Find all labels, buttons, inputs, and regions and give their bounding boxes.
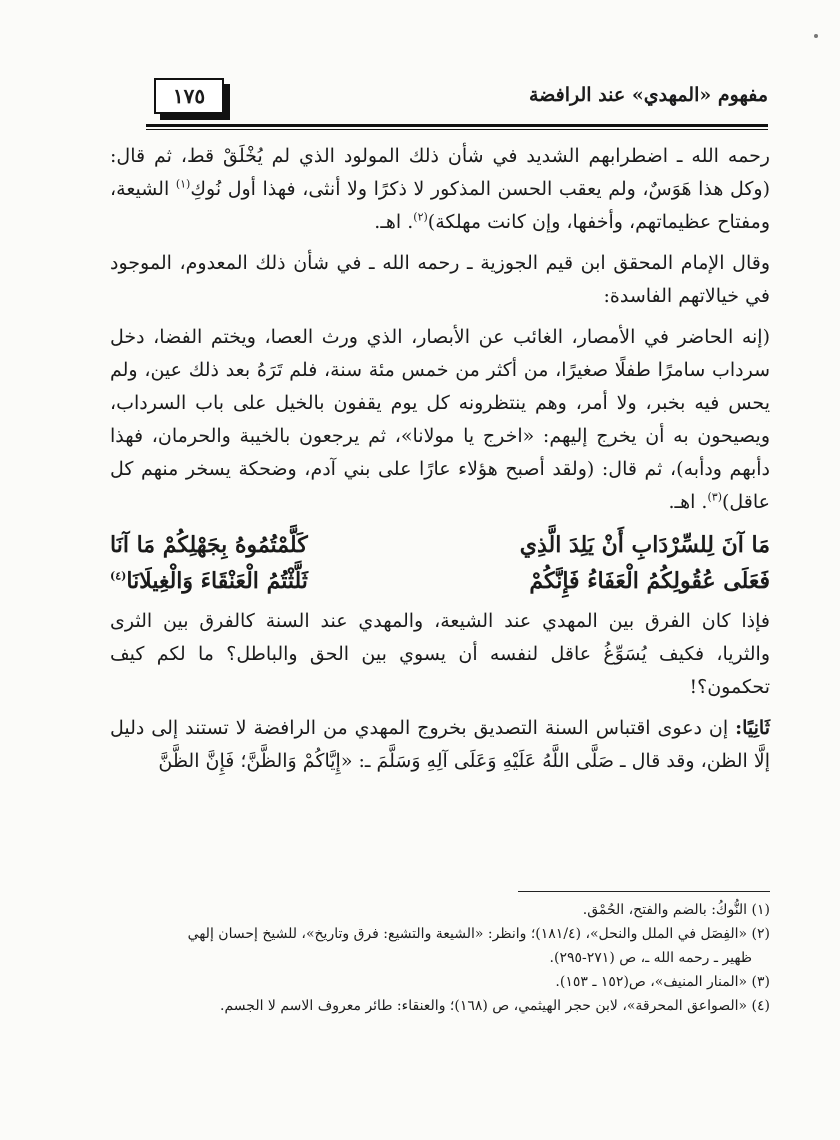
header-rule-thin bbox=[146, 129, 768, 130]
footnote-ref-3: (٣) bbox=[707, 490, 722, 504]
hemistich-2a: فَعَلَى عُقُولِكُمُ الْعَفَاءُ فَإِنَّكُمْ bbox=[529, 568, 770, 594]
footnote-2: (٢) «الفِصَل في الملل والنحل»، (١٨١/٤)؛ وانظر: «الشيعة والتشيع: فرق وتاريخ»، للشيخ إحسان إلهي bbox=[187, 926, 770, 942]
hemistich-2b: ثَلَّثْتُمُ الْعَنْقَاءَ وَالْغِيلَانَا$^{(٤)}$ bbox=[110, 568, 308, 594]
footnote-1: (١) النُّوكُ: بالضم والفتح، الحُمْق. bbox=[582, 902, 770, 918]
footnotes bbox=[110, 898, 770, 1018]
footnote-3: (٣) «المنار المنيف»، ص(١٥٢ ـ ١٥٣). bbox=[555, 974, 770, 990]
page-number: ١٧٥ bbox=[154, 78, 224, 114]
hemistich-1a: مَا آنَ لِلسِّرْدَابِ أَنْ يَلِدَ الَّذِي bbox=[519, 532, 770, 558]
main-text bbox=[110, 140, 770, 786]
poem-verses bbox=[110, 527, 770, 599]
paragraph-2: وقال الإمام المحقق ابن قيم الجوزية ـ رحمه الله ـ في شأن ذلك المعدوم، الموجود في خيالاتهم الفاسدة: bbox=[110, 252, 770, 307]
verse-line-2 bbox=[110, 563, 770, 599]
footnote-ref-2: (٢) bbox=[413, 210, 428, 224]
paragraph-5-label: ثَانِيًا: bbox=[735, 717, 770, 739]
scan-speck bbox=[814, 34, 818, 38]
footnote-4: (٤) «الصواعق المحرقة»، لابن حجر الهيثمي، ص (١٦٨)؛ والعنقاء: طائر معروف الاسم لا الجسم. bbox=[220, 998, 770, 1014]
paragraph-3: (إنه الحاضر في الأمصار، الغائب عن الأبصار، الذي ورث العصا، ويختم الفضا، دخل سرداب سامرًا طفلًا صغيرًا، من أكثر من خمس مئة سنة، فلم تَرَهُ بعد ذلك عين، ولم يحس فيه بخبر، ولا أمر، وهم ينتظرونه كل يوم يقفون بالخيل على باب السرداب، ويصيحون به أن يخرج إليهم: «اخرج يا مولانا»، ثم يرجعون بالخيبة والحرمان، فهذا دأبهم ودأبه)، ثم قال: (ولقد أصبح هؤلاء عارًا على بني آدم، وضحكة يسخر منهم كل عاقل)$^{(٣)}$. اهـ. bbox=[110, 326, 770, 513]
paragraph-1: رحمه الله ـ اضطرابهم الشديد في شأن ذلك المولود الذي لم يُخْلَقْ قط، ثم قال: (وكل هذا هَوَسٌ، ولم يعقب الحسن المذكور لا ذكرًا ولا أنثى، فهذا أول نُوكِ$^{(١)}$ الشيعة، ومفتاح عظيماتهم، وأخفها، وإن كانت مهلكة)$^{(٢)}$. اهـ. bbox=[110, 145, 771, 233]
footnote-ref-4: (٤) bbox=[110, 569, 127, 583]
paragraph-5: ثَانِيًا: إن دعوى اقتباس السنة التصديق بخروج المهدي من الرافضة لا تستند إلى دليل إلَّا الظن، وقد قال ـ صَلَّى اللَّهُ عَلَيْهِ وَعَلَى آلِهِ وَسَلَّمَ ـ: «إِيَّاكُمْ وَالظَّنَّ؛ فَإِنَّ الظَّنَّ bbox=[110, 717, 770, 772]
hemistich-1b: كَلَّمْتُمُوهُ بِجَهْلِكُمْ مَا آنَا bbox=[110, 532, 308, 558]
paragraph-4: فإذا كان الفرق بين المهدي عند الشيعة، والمهدي عند السنة كالفرق بين الثرى والثريا، فكيف يُسَوِّغُ عاقل لنفسه أن يسوي بين الحق والباطل؟ ما لكم كيف تحكمون؟! bbox=[110, 610, 770, 698]
header-rule-thick bbox=[146, 124, 768, 127]
verse-line-1 bbox=[110, 527, 770, 563]
footnote-2-continued: ظهير ـ رحمه الله ـ، ص (٢٧١-٢٩٥). bbox=[549, 950, 752, 966]
page-header bbox=[146, 70, 768, 122]
footnote-separator bbox=[518, 891, 770, 892]
footnote-ref-1: (١) bbox=[175, 177, 191, 191]
running-title: مفهوم «المهدي» عند الرافضة bbox=[529, 84, 768, 106]
